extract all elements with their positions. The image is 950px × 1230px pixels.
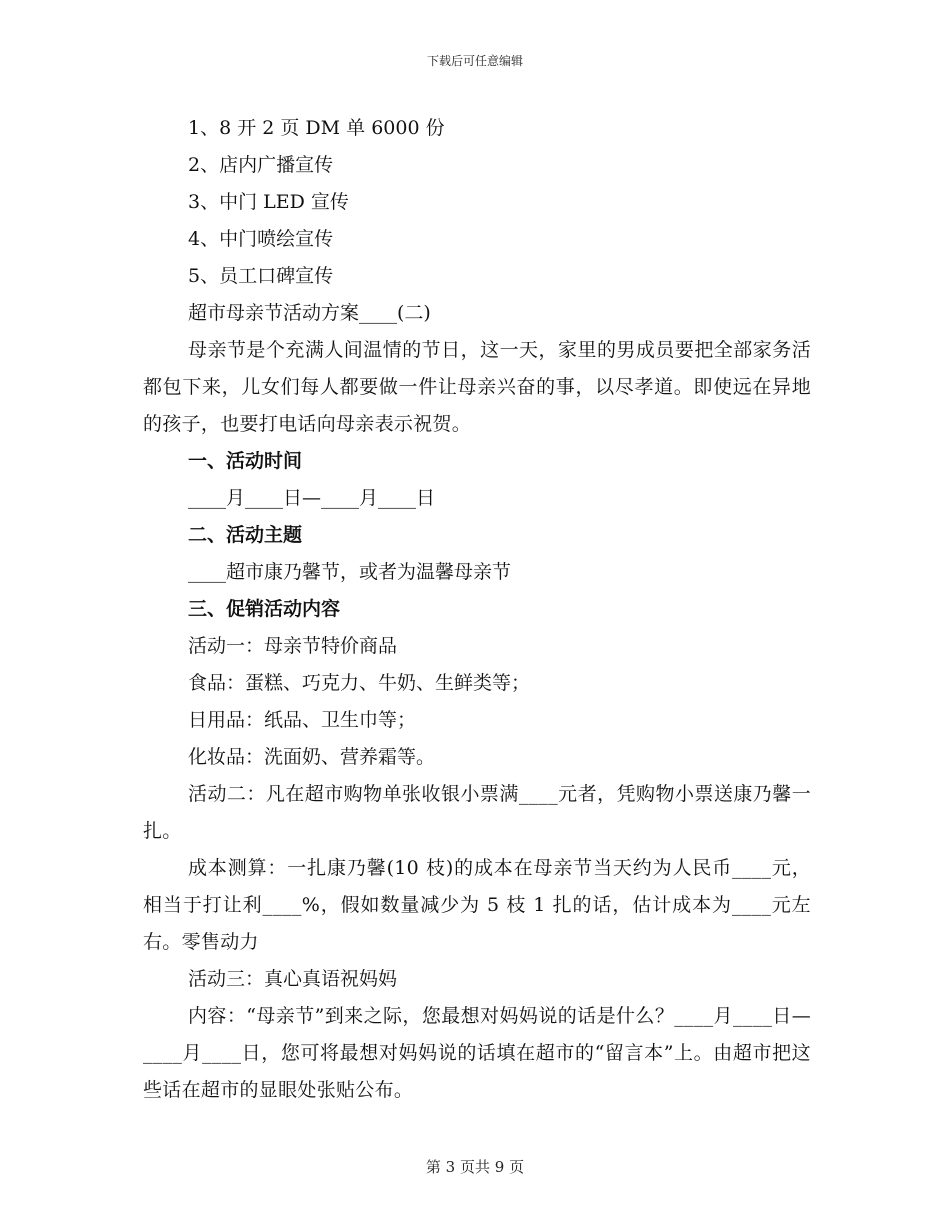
- list-item: 2、店内广播宣传: [188, 154, 334, 176]
- activity-time: ____月____日—____月____日: [188, 487, 436, 509]
- activity-two: 活动二：凡在超市购物单张收银小票满____元者，凭购物小票送康乃馨一扎。: [143, 783, 811, 842]
- subtitle: 超市母亲节活动方案____(二): [188, 302, 431, 324]
- list-item: 5、员工口碑宣传: [188, 265, 334, 287]
- section-heading: 一、活动时间: [188, 450, 303, 472]
- list-item: 4、中门喷绘宣传: [188, 228, 334, 250]
- cost-estimate: 成本测算：一扎康乃馨(10 枝)的成本在母亲节当天约为人民币____元，相当于打让利____%，假如数量减少为 5 枝 1 扎的话，估计成本为____元左右。零售动力: [143, 857, 811, 953]
- activity-three: 活动三：真心真语祝妈妈: [188, 968, 398, 990]
- section-heading: 三、促销活动内容: [188, 598, 341, 620]
- food-items: 食品：蛋糕、巧克力、牛奶、生鲜类等；: [188, 672, 531, 694]
- list-item: 3、中门 LED 宣传: [188, 191, 349, 213]
- cosmetics-items: 化妆品：洗面奶、营养霜等。: [188, 746, 436, 768]
- activity-one: 活动一：母亲节特价商品: [188, 635, 398, 657]
- activity-theme: ____超市康乃馨节，或者为温馨母亲节: [188, 561, 512, 583]
- list-item: 1、8 开 2 页 DM 单 6000 份: [188, 117, 445, 139]
- intro-paragraph: 母亲节是个充满人间温情的节日，这一天，家里的男成员要把全部家务活都包下来，儿女们每人都要做一件让母亲兴奋的事，以尽孝道。即使远在异地的孩子，也要打电话向母亲表示祝贺。: [143, 339, 811, 435]
- page-header: 下载后可任意编辑: [426, 54, 523, 68]
- page-footer: 第 3 页共 9 页: [425, 1158, 525, 1176]
- section-heading: 二、活动主题: [188, 524, 303, 546]
- activity-three-content: 内容：“母亲节”到来之际，您最想对妈妈说的话是什么？____月____日—____月____日，您可将最想对妈妈说的话填在超市的“留言本”上。由超市把这些话在超市的显眼处张贴公布。: [143, 1005, 811, 1101]
- daily-items: 日用品：纸品、卫生巾等；: [188, 709, 417, 731]
- document-body: [143, 110, 811, 1109]
